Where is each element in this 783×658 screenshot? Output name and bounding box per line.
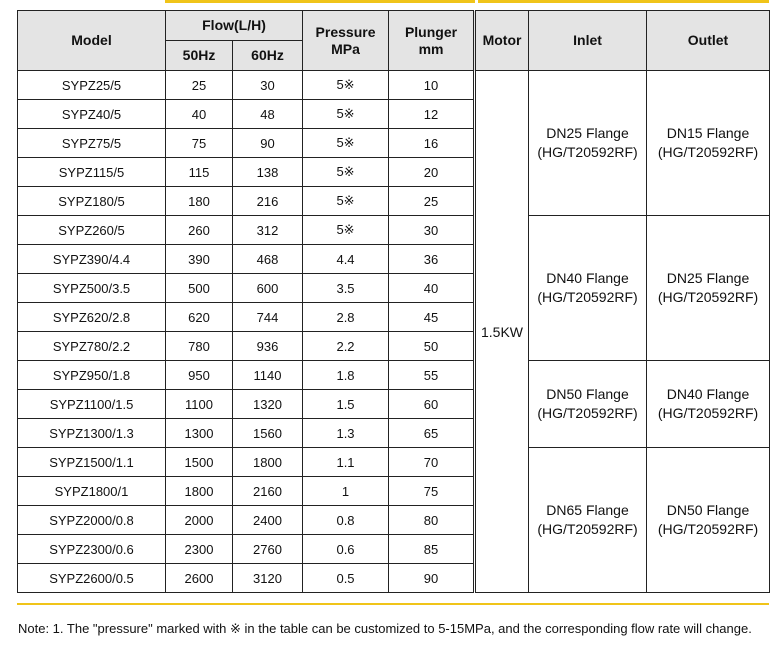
pressure-cell: 4.4 <box>303 245 389 274</box>
header-60hz: 60Hz <box>233 41 303 71</box>
inlet-flange-size: DN65 Flange <box>546 502 629 518</box>
plunger-cell: 30 <box>389 216 475 245</box>
model-cell: SYPZ260/5 <box>18 216 166 245</box>
model-cell: SYPZ2300/0.6 <box>18 535 166 564</box>
flow-60hz-cell: 2160 <box>233 477 303 506</box>
model-cell: SYPZ75/5 <box>18 129 166 158</box>
model-cell: SYPZ500/3.5 <box>18 274 166 303</box>
outlet-flange-cell <box>647 216 770 361</box>
inlet-flange-standard: (HG/T20592RF) <box>537 289 638 305</box>
flow-60hz-cell: 936 <box>233 332 303 361</box>
header-plunger <box>389 11 475 71</box>
plunger-cell: 12 <box>389 100 475 129</box>
plunger-cell: 60 <box>389 390 475 419</box>
plunger-cell: 40 <box>389 274 475 303</box>
pressure-cell: 5※ <box>303 158 389 187</box>
plunger-cell: 70 <box>389 448 475 477</box>
flow-60hz-cell: 2760 <box>233 535 303 564</box>
table-row <box>18 448 770 477</box>
outlet-flange-cell <box>647 448 770 593</box>
flow-50hz-cell: 390 <box>166 245 233 274</box>
header-pressure-label: Pressure <box>315 23 376 40</box>
spec-table-body <box>18 71 770 593</box>
flow-50hz-cell: 2000 <box>166 506 233 535</box>
flow-60hz-cell: 1560 <box>233 419 303 448</box>
motor-cell: 1.5KW <box>475 71 529 593</box>
plunger-cell: 36 <box>389 245 475 274</box>
outlet-flange-size: DN25 Flange <box>666 270 750 286</box>
model-cell: SYPZ2000/0.8 <box>18 506 166 535</box>
footer-accent-line <box>17 603 769 605</box>
model-cell: SYPZ40/5 <box>18 100 166 129</box>
flow-60hz-cell: 30 <box>233 71 303 100</box>
flow-50hz-cell: 2600 <box>166 564 233 593</box>
flow-60hz-cell: 468 <box>233 245 303 274</box>
model-cell: SYPZ950/1.8 <box>18 361 166 390</box>
model-cell: SYPZ1100/1.5 <box>18 390 166 419</box>
flow-50hz-cell: 260 <box>166 216 233 245</box>
outlet-flange-size: DN40 Flange <box>666 386 750 402</box>
model-cell: SYPZ1300/1.3 <box>18 419 166 448</box>
outlet-flange-cell <box>647 71 770 216</box>
outlet-flange-cell <box>647 361 770 448</box>
pressure-cell: 0.6 <box>303 535 389 564</box>
plunger-cell: 10 <box>389 71 475 100</box>
pressure-cell: 0.5 <box>303 564 389 593</box>
flow-50hz-cell: 180 <box>166 187 233 216</box>
plunger-cell: 90 <box>389 564 475 593</box>
inlet-flange-cell <box>529 71 647 216</box>
inlet-flange-standard: (HG/T20592RF) <box>537 405 638 421</box>
inlet-flange-size: DN40 Flange <box>546 270 629 286</box>
table-row <box>18 361 770 390</box>
header-motor: Motor <box>475 11 529 71</box>
flow-60hz-cell: 90 <box>233 129 303 158</box>
flow-50hz-cell: 1800 <box>166 477 233 506</box>
inlet-flange-size: DN25 Flange <box>546 125 629 141</box>
model-cell: SYPZ1800/1 <box>18 477 166 506</box>
header-plunger-unit: mm <box>418 40 444 57</box>
outlet-flange-standard: (HG/T20592RF) <box>657 144 759 160</box>
inlet-flange-cell <box>529 361 647 448</box>
flow-50hz-cell: 75 <box>166 129 233 158</box>
outlet-flange-standard: (HG/T20592RF) <box>657 289 759 305</box>
header-pressure-unit: MPa <box>331 40 360 57</box>
pressure-cell: 5※ <box>303 100 389 129</box>
model-cell: SYPZ620/2.8 <box>18 303 166 332</box>
flow-50hz-cell: 1100 <box>166 390 233 419</box>
header-outlet: Outlet <box>647 11 770 71</box>
plunger-cell: 20 <box>389 158 475 187</box>
outlet-flange-standard: (HG/T20592RF) <box>657 405 759 421</box>
plunger-cell: 75 <box>389 477 475 506</box>
flow-60hz-cell: 1320 <box>233 390 303 419</box>
flow-60hz-cell: 1140 <box>233 361 303 390</box>
pressure-cell: 5※ <box>303 129 389 158</box>
pressure-cell: 1.3 <box>303 419 389 448</box>
flow-50hz-cell: 620 <box>166 303 233 332</box>
plunger-cell: 85 <box>389 535 475 564</box>
pressure-cell: 5※ <box>303 187 389 216</box>
flow-50hz-cell: 115 <box>166 158 233 187</box>
flow-60hz-cell: 2400 <box>233 506 303 535</box>
spec-table <box>17 10 770 593</box>
table-row <box>18 71 770 100</box>
plunger-cell: 55 <box>389 361 475 390</box>
pressure-cell: 1.5 <box>303 390 389 419</box>
flow-60hz-cell: 1800 <box>233 448 303 477</box>
plunger-cell: 65 <box>389 419 475 448</box>
table-row <box>18 216 770 245</box>
footnote: Note: 1. The "pressure" marked with ※ in the table can be customized to 5-15MPa, and the corresponding flow rate will change. <box>18 621 752 636</box>
flow-60hz-cell: 3120 <box>233 564 303 593</box>
header-accent-line <box>165 0 475 3</box>
flow-50hz-cell: 950 <box>166 361 233 390</box>
plunger-cell: 50 <box>389 332 475 361</box>
inlet-flange-cell <box>529 216 647 361</box>
model-cell: SYPZ180/5 <box>18 187 166 216</box>
header-accent-line-right <box>478 0 769 3</box>
flow-50hz-cell: 1300 <box>166 419 233 448</box>
flow-50hz-cell: 1500 <box>166 448 233 477</box>
header-model: Model <box>18 11 166 71</box>
inlet-flange-cell <box>529 448 647 593</box>
plunger-cell: 80 <box>389 506 475 535</box>
pressure-cell: 1.8 <box>303 361 389 390</box>
plunger-cell: 16 <box>389 129 475 158</box>
outlet-flange-size: DN50 Flange <box>666 502 750 518</box>
model-cell: SYPZ780/2.2 <box>18 332 166 361</box>
flow-50hz-cell: 25 <box>166 71 233 100</box>
model-cell: SYPZ390/4.4 <box>18 245 166 274</box>
flow-60hz-cell: 312 <box>233 216 303 245</box>
header-flow: Flow(L/H) <box>166 11 303 41</box>
inlet-flange-standard: (HG/T20592RF) <box>537 144 638 160</box>
plunger-cell: 25 <box>389 187 475 216</box>
pressure-cell: 5※ <box>303 71 389 100</box>
outlet-flange-standard: (HG/T20592RF) <box>657 521 759 537</box>
inlet-flange-size: DN50 Flange <box>546 386 629 402</box>
pressure-cell: 1 <box>303 477 389 506</box>
flow-50hz-cell: 500 <box>166 274 233 303</box>
flow-50hz-cell: 780 <box>166 332 233 361</box>
inlet-flange-standard: (HG/T20592RF) <box>537 521 638 537</box>
flow-60hz-cell: 48 <box>233 100 303 129</box>
spec-table-wrapper <box>17 10 769 593</box>
pressure-cell: 3.5 <box>303 274 389 303</box>
flow-50hz-cell: 40 <box>166 100 233 129</box>
flow-50hz-cell: 2300 <box>166 535 233 564</box>
flow-60hz-cell: 744 <box>233 303 303 332</box>
flow-60hz-cell: 138 <box>233 158 303 187</box>
model-cell: SYPZ1500/1.1 <box>18 448 166 477</box>
pressure-cell: 0.8 <box>303 506 389 535</box>
model-cell: SYPZ25/5 <box>18 71 166 100</box>
pressure-cell: 2.2 <box>303 332 389 361</box>
header-pressure <box>303 11 389 71</box>
model-cell: SYPZ2600/0.5 <box>18 564 166 593</box>
flow-60hz-cell: 216 <box>233 187 303 216</box>
pressure-cell: 1.1 <box>303 448 389 477</box>
flow-60hz-cell: 600 <box>233 274 303 303</box>
header-50hz: 50Hz <box>166 41 233 71</box>
header-plunger-label: Plunger <box>404 23 458 40</box>
pressure-cell: 2.8 <box>303 303 389 332</box>
model-cell: SYPZ115/5 <box>18 158 166 187</box>
outlet-flange-size: DN15 Flange <box>666 125 750 141</box>
plunger-cell: 45 <box>389 303 475 332</box>
header-inlet: Inlet <box>529 11 647 71</box>
pressure-cell: 5※ <box>303 216 389 245</box>
